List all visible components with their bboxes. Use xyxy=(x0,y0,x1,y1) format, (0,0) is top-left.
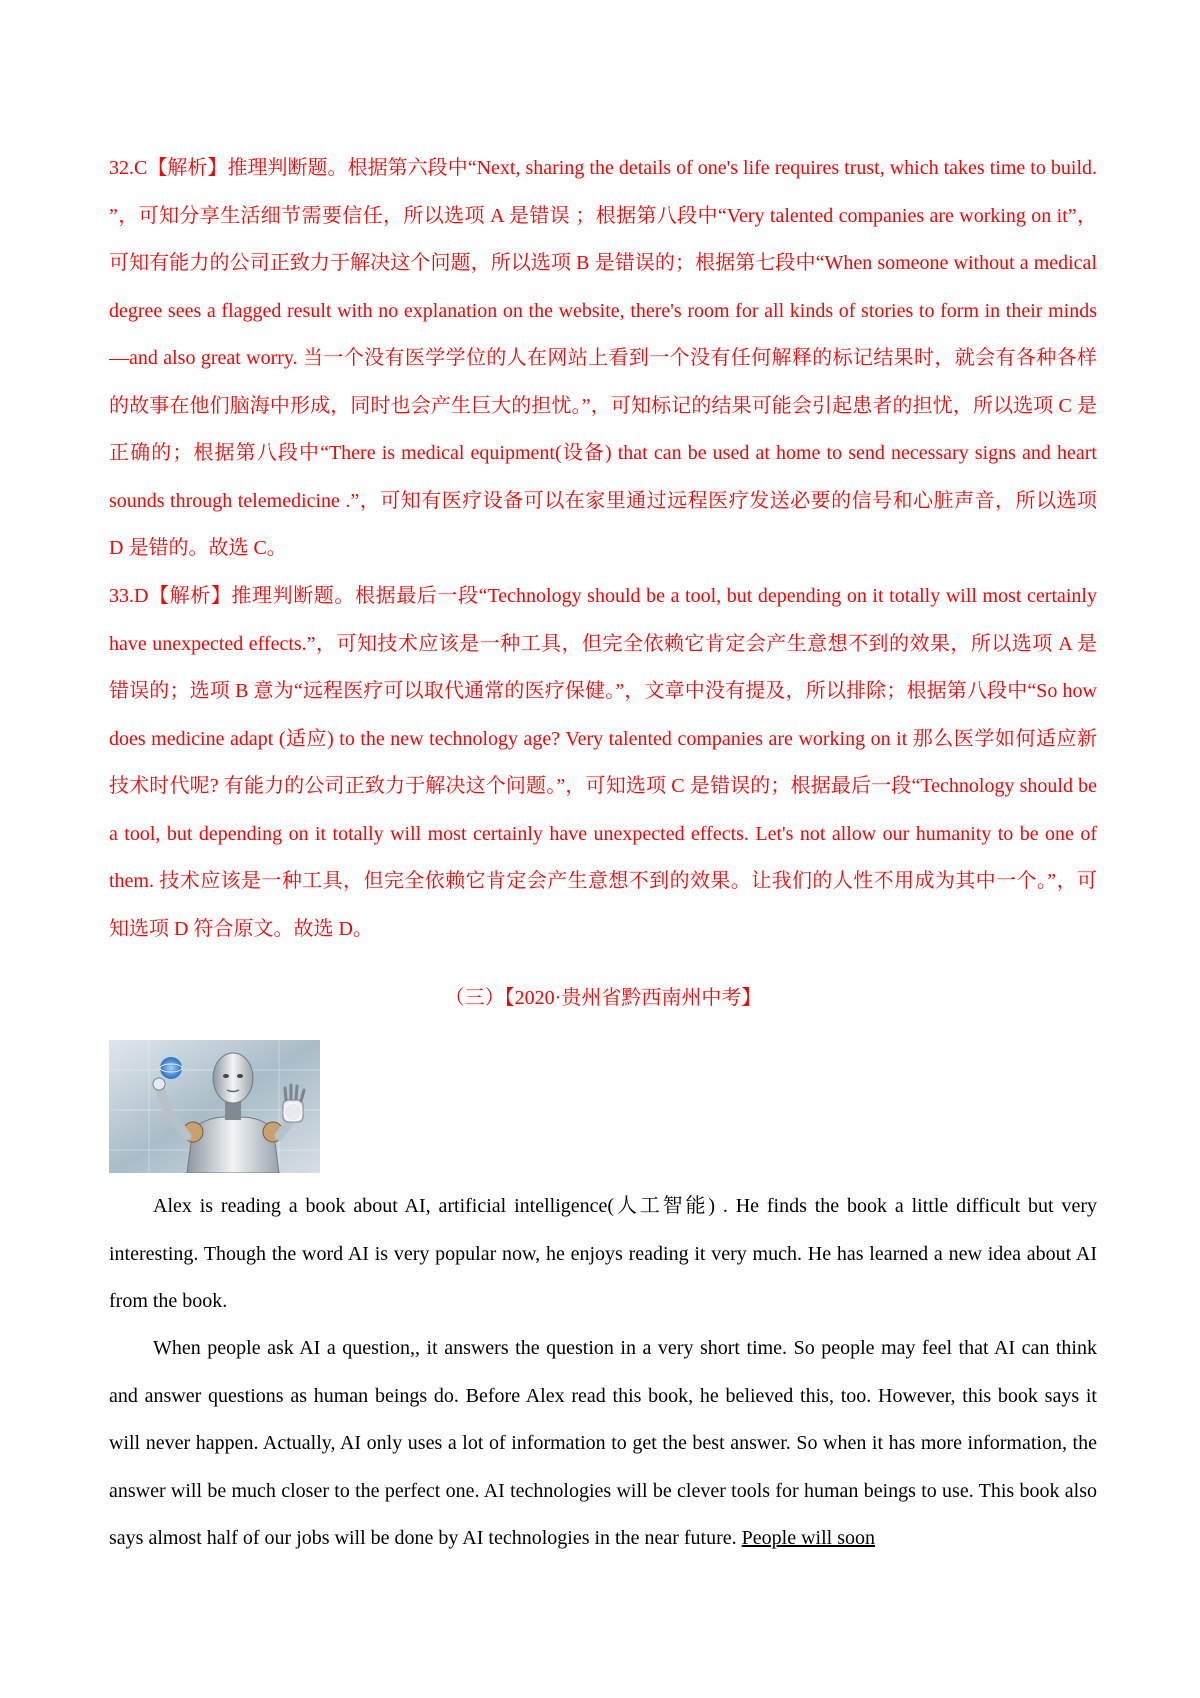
robot-icon xyxy=(109,1040,320,1173)
answer-32-explanation: 32.C【解析】推理判断题。根据第六段中“Next, sharing the details of one's life requires trust, which takes time to build. ”，可知分享生活细节需要信任，所以选项 A 是错误 ；根据第八段中“Very talented companies are working on it”，可知有能力的公司正致力于解决这个问题，所以选项 B 是错误的；根据第七段中“When someone without a medical degree sees a flagged result with no explanation on the website, there's room for all kinds of stories to form in their minds—and also great worry. 当一个没有医学学位的人在网站上看到一个没有任何解释的标记结果时，就会有各种各样的故事在他们脑海中形成，同时也会产生巨大的担忧。”，可知标记的结果可能会引起患者的担忧，所以选项 C 是正确的；根据第八段中“There is medical equipment(设备) that can be used at home to send necessary signs and heart sounds through telemedicine .”，可知有医疗设备可以在家里通过远程医疗发送必要的信号和心脏声音，所以选项 D 是错的。故选 C。 xyxy=(109,157,1097,559)
underlined-phrase: People will soon xyxy=(741,1527,875,1549)
section-heading: （三）【2020·贵州省黔西南州中考】 xyxy=(444,987,762,1009)
passage-paragraph-2-text: When people ask AI a question,, it answers the question in a very short time. So people may feel that AI can think and answer questions as human beings do. Before Alex read this book, he believed this, too. However, this book says it will never happen. Actually, AI only uses a lot of information to get the best answer. So when it has more information, the answer will be much closer to the perfect one. AI technologies will be clever tools for human beings to use. This book also says almost half of our jobs will be done by AI technologies in the near future. xyxy=(109,1337,1097,1549)
answer-33-explanation: 33.D【解析】推理判断题。根据最后一段“Technology should be a tool, but depending on it totally will most certainly have unexpected effects.”，可知技术应该是一种工具，但完全依赖它肯定会产生意想不到的效果，所以选项 A 是错误的；选项 B 意为“远程医疗可以取代通常的医疗保健。”，文章中没有提及，所以排除；根据第八段中“So how does medicine adapt (适应) to the new technology age? Very talented companies are working on it 那么医学如何适应新技术时代呢? 有能力的公司正致力于解决这个问题。”，可知选项 C 是错误的；根据最后一段“Technology should be a tool, but depending on it totally will most certainly have unexpected effects. Let's not allow our humanity to be one of them. 技术应该是一种工具，但完全依赖它肯定会产生意想不到的效果。让我们的人性不用成为其中一个。”，可知选项 D 符合原文。故选 D。 xyxy=(109,585,1097,940)
passage-paragraph-2 xyxy=(109,1325,1097,1563)
robot-illustration xyxy=(109,1040,320,1173)
passage-paragraph-1: Alex is reading a book about AI, artificial intelligence(人工智能) . He finds the book a little difficult but very interesting. Though the word AI is very popular now, he enjoys reading it very much. He has learned a new idea about AI from the book. xyxy=(109,1195,1097,1312)
